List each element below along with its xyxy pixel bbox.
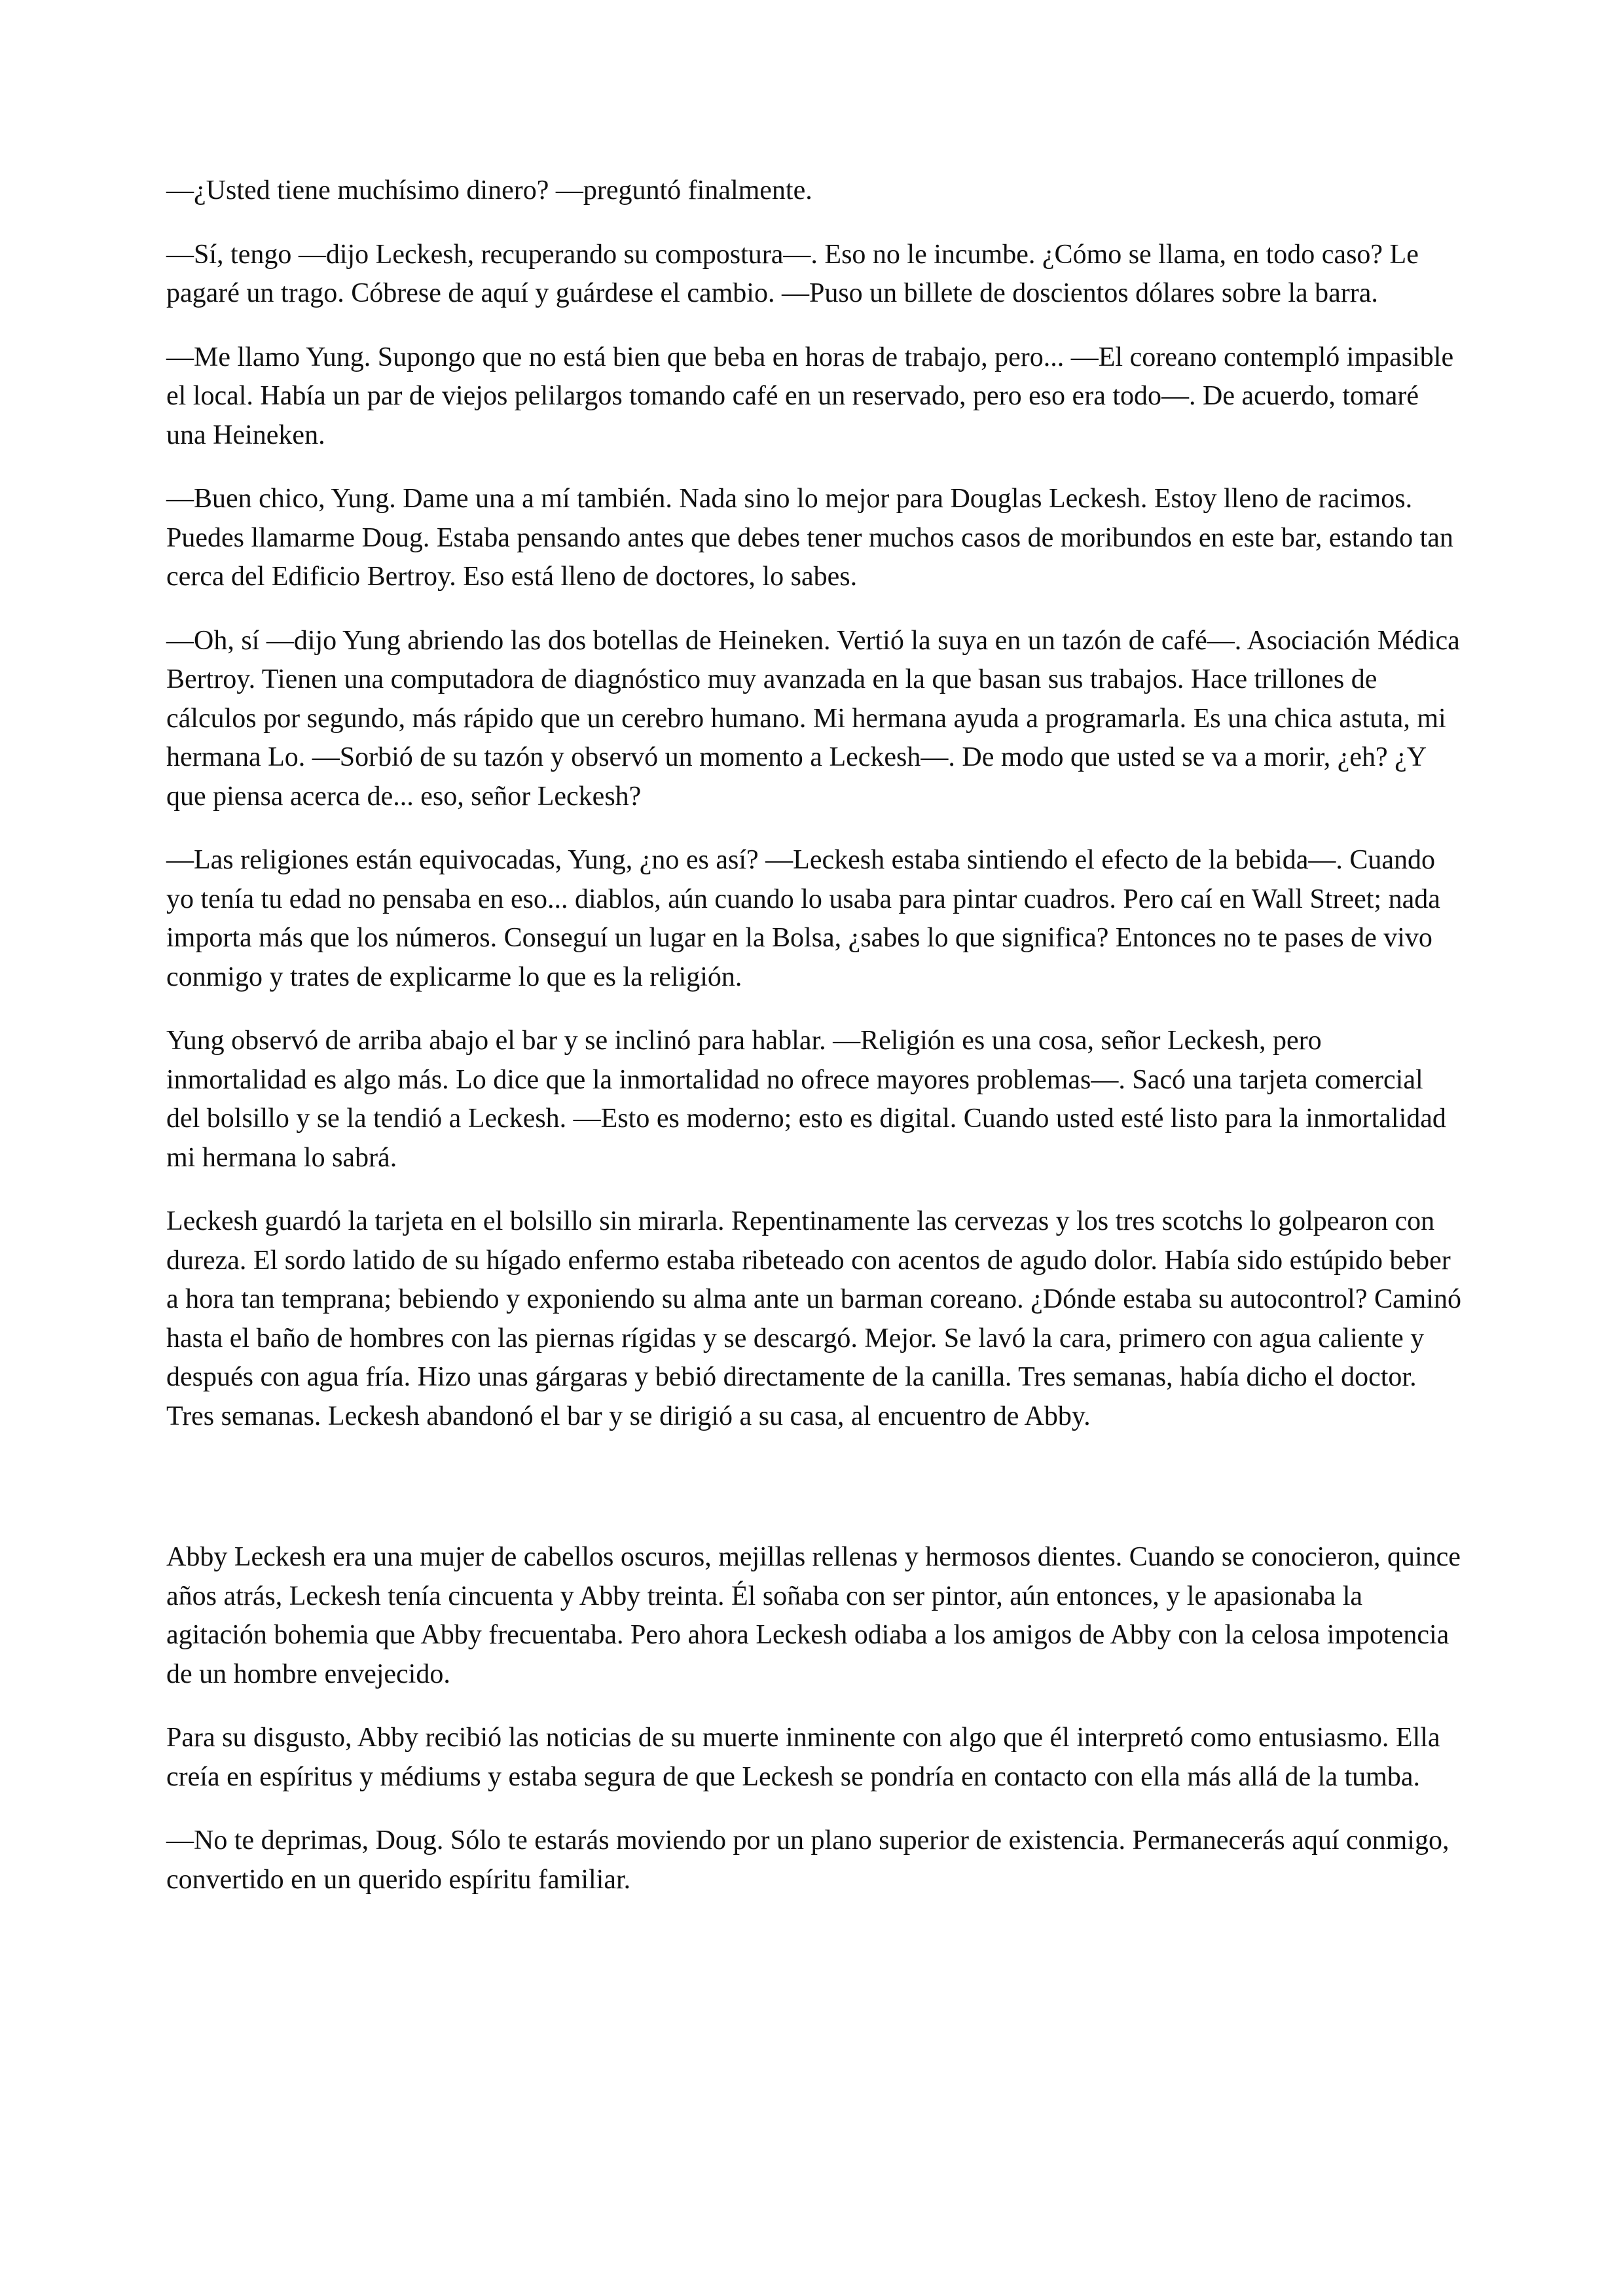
paragraph: Para su disgusto, Abby recibió las noticias de su muerte inminente con algo que él interpretó como entusiasmo. Ella creía en espíritus y médiums y estaba segura de que Leckesh se pondría en contacto con ella más allá de la tumba. xyxy=(166,1723,1440,1792)
paragraph: —Buen chico, Yung. Dame una a mí también. Nada sino lo mejor para Douglas Leckesh. Estoy lleno de racimos. Puedes llamarme Doug. Estaba pensando antes que debes tener muchos casos de moribundos en este bar, estando tan cerca del Edificio Bertroy. Eso está lleno de doctores, lo sabes. xyxy=(166,484,1453,592)
paragraph: —Sí, tengo —dijo Leckesh, recuperando su compostura—. Eso no le incumbe. ¿Cómo se llama, en todo caso? Le pagaré un trago. Cóbrese de aquí y guárdese el cambio. —Puso un billete de doscientos dólares sobre la barra. xyxy=(166,239,1419,308)
paragraph: —Me llamo Yung. Supongo que no está bien que beba en horas de trabajo, pero... —El coreano contempló impasible el local. Había un par de viejos pelilargos tomando café en un reservado, pero eso era todo—. De acuerdo, tomaré una Heineken. xyxy=(166,342,1454,450)
paragraph: —¿Usted tiene muchísimo dinero? —preguntó finalmente. xyxy=(166,175,812,206)
body-text xyxy=(166,171,1463,1924)
section-break xyxy=(166,1461,1463,1538)
paragraph: Yung observó de arriba abajo el bar y se inclinó para hablar. —Religión es una cosa, señor Leckesh, pero inmortalidad es algo más. Lo dice que la inmortalidad no ofrece mayores problemas—. Sacó una tarjeta comercial del bolsillo y se la tendió a Leckesh. —Esto es moderno; esto es digital. Cuando usted esté listo para la inmortalidad mi hermana lo sabrá. xyxy=(166,1026,1446,1173)
paragraph: —No te deprimas, Doug. Sólo te estarás moviendo por un plano superior de existencia. Permanecerás aquí conmigo, convertido en un querido espíritu familiar. xyxy=(166,1825,1450,1895)
paragraph: —Oh, sí —dijo Yung abriendo las dos botellas de Heineken. Vertió la suya en un tazón de café—. Asociación Médica Bertroy. Tienen una computadora de diagnóstico muy avanzada en la que basan sus trabajos. Hace trillones de cálculos por segundo, más rápido que un cerebro humano. Mi hermana ayuda a programarla. Es una chica astuta, mi hermana Lo. —Sorbió de su tazón y observó un momento a Leckesh—. De modo que usted se va a morir, ¿eh? ¿Y que piensa acerca de... eso, señor Leckesh? xyxy=(166,625,1460,812)
paragraph: Abby Leckesh era una mujer de cabellos oscuros, mejillas rellenas y hermosos dientes. Cuando se conocieron, quince años atrás, Leckesh tenía cincuenta y Abby treinta. Él soñaba con ser pintor, aún entonces, y le apasionaba la agitación bohemia que Abby frecuentaba. Pero ahora Leckesh odiaba a los amigos de Abby con la celosa impotencia de un hombre envejecido. xyxy=(166,1542,1461,1689)
paragraph: Leckesh guardó la tarjeta en el bolsillo sin mirarla. Repentinamente las cervezas y los tres scotchs lo golpearon con dureza. El sordo latido de su hígado enfermo estaba ribeteado con acentos de agudo dolor. Había sido estúpido beber a hora tan temprana; bebiendo y exponiendo su alma ante un barman coreano. ¿Dónde estaba su autocontrol? Caminó hasta el baño de hombres con las piernas rígidas y se descargó. Mejor. Se lavó la cara, primero con agua caliente y después con agua fría. Hizo unas gárgaras y bebió directamente de la canilla. Tres semanas, había dicho el doctor. Tres semanas. Leckesh abandonó el bar y se dirigió a su casa, al encuentro de Abby. xyxy=(166,1206,1461,1431)
paragraph: —Las religiones están equivocadas, Yung, ¿no es así? —Leckesh estaba sintiendo el efecto de la bebida—. Cuando yo tenía tu edad no pensaba en eso... diablos, aún cuando lo usaba para pintar cuadros. Pero caí en Wall Street; nada importa más que los números. Conseguí un lugar en la Bolsa, ¿sabes lo que significa? Entonces no te pases de vivo conmigo y trates de explicarme lo que es la religión. xyxy=(166,845,1440,992)
